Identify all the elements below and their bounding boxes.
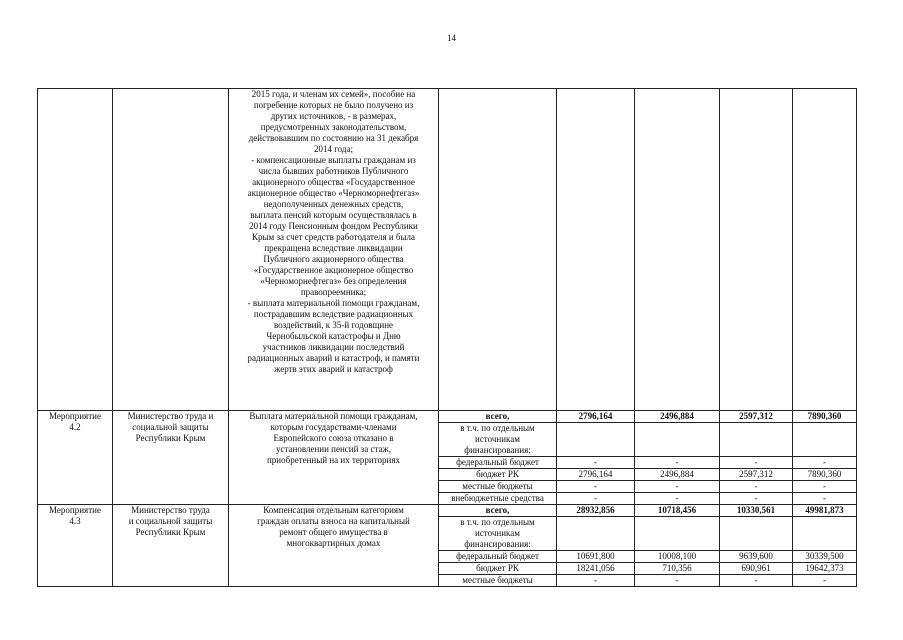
funding-source-label: всего, — [439, 411, 557, 423]
amount-cell: - — [793, 493, 857, 505]
measure-id: Мероприятие 4.3 — [38, 505, 113, 587]
amount-cell: 49981,873 — [793, 505, 857, 517]
amount-cell: 710,356 — [635, 563, 720, 575]
amount-cell: - — [793, 457, 857, 469]
continuation-text: 2015 года, и членам их семей», пособие на погребение которых не было получено из других источников, - в размерах, предусмотренных законодательством, действовавшим по состоянию на 31 декабря 2014 года; - компенсационные выплаты гражданам из числа бывших работников Публичного акционерного общества «Государственное акционерное общество «Черноморнефтегаз» недополученных денежных средств, выплата пенсий которым осуществлялась в 2014 году Пенсионным фондом Республики Крым за счет средств работодателя и была прекращена вследствие ликвидации Публичного акционерного общества «Государственное акционерное общество «Черноморнефтегаз» без определения правопреемника; - выплата материальной помощи гражданам, пострадавшим вследствие радиационных воздействий, к 35-й годовщине Чернобыльской катастрофы и Дню участников ликвидации последствий радиационных аварий и катастроф, и памяти жертв этих аварий и катастроф — [229, 89, 439, 411]
amount-cell: - — [635, 481, 720, 493]
amount-cell: - — [793, 481, 857, 493]
amount-cell: - — [720, 481, 793, 493]
amount-cell — [635, 517, 720, 551]
amount-cell — [720, 423, 793, 457]
funding-source-label: всего, — [439, 505, 557, 517]
amount-cell — [557, 517, 635, 551]
amount-cell: - — [557, 481, 635, 493]
funding-source-label: в т.ч. по отдельным источникам финансирования: — [439, 423, 557, 457]
measure-description: Выплата материальной помощи гражданам, которым государствами-членами Европейского союза отказано в установлении пенсий за стаж, приобретенный на их территориях — [229, 411, 439, 505]
amount-cell: 2796,164 — [557, 411, 635, 423]
amount-cell: - — [557, 575, 635, 587]
amount-cell: 690,961 — [720, 563, 793, 575]
amount-cell: 10330,561 — [720, 505, 793, 517]
funding-source-label: внебюджетные средства — [439, 493, 557, 505]
amount-cell: 10008,100 — [635, 551, 720, 563]
amount-cell — [557, 423, 635, 457]
amount-cell — [793, 517, 857, 551]
amount-cell: 10718,456 — [635, 505, 720, 517]
amount-cell: - — [635, 457, 720, 469]
amount-cell: 18241,056 — [557, 563, 635, 575]
amount-cell: - — [557, 493, 635, 505]
amount-cell — [720, 517, 793, 551]
measure-total-row — [38, 505, 857, 517]
amount-cell: - — [557, 457, 635, 469]
amount-cell: - — [635, 575, 720, 587]
amount-cell: 2796,164 — [557, 469, 635, 481]
amount-cell — [793, 423, 857, 457]
amount-cell: 2597,312 — [720, 469, 793, 481]
amount-cell: 10691,800 — [557, 551, 635, 563]
amount-cell: - — [720, 457, 793, 469]
amount-cell: 28932,856 — [557, 505, 635, 517]
amount-cell: 9639,600 — [720, 551, 793, 563]
funding-source-label: федеральный бюджет — [439, 551, 557, 563]
funding-source-label: местные бюджеты — [439, 575, 557, 587]
continuation-row — [38, 89, 857, 411]
amount-cell: 7890,360 — [793, 469, 857, 481]
amount-cell: 30339,500 — [793, 551, 857, 563]
amount-cell: 2496,884 — [635, 469, 720, 481]
amount-cell: - — [720, 575, 793, 587]
measure-id: Мероприятие 4.2 — [38, 411, 113, 505]
measure-description: Компенсация отдельным категориям граждан оплаты взноса на капитальный ремонт общего имущества в многоквартирных домах — [229, 505, 439, 587]
amount-cell: - — [635, 493, 720, 505]
measure-executor: Министерство труда и социальной защиты Республики Крым — [113, 411, 229, 505]
amount-cell — [635, 423, 720, 457]
amount-cell: 7890,360 — [793, 411, 857, 423]
amount-cell: - — [720, 493, 793, 505]
amount-cell: 2496,884 — [635, 411, 720, 423]
funding-source-label: в т.ч. по отдельным источникам финансирования: — [439, 517, 557, 551]
amount-cell: - — [793, 575, 857, 587]
funding-source-label: бюджет РК — [439, 469, 557, 481]
amount-cell: 2597,312 — [720, 411, 793, 423]
page-number: 14 — [447, 33, 456, 43]
funding-source-label: бюджет РК — [439, 563, 557, 575]
amount-cell: 19642,373 — [793, 563, 857, 575]
measure-total-row — [38, 411, 857, 423]
funding-source-label: местные бюджеты — [439, 481, 557, 493]
budget-table — [37, 88, 857, 587]
funding-source-label: федеральный бюджет — [439, 457, 557, 469]
measure-executor: Министерство труда и социальной защиты Республики Крым — [113, 505, 229, 587]
